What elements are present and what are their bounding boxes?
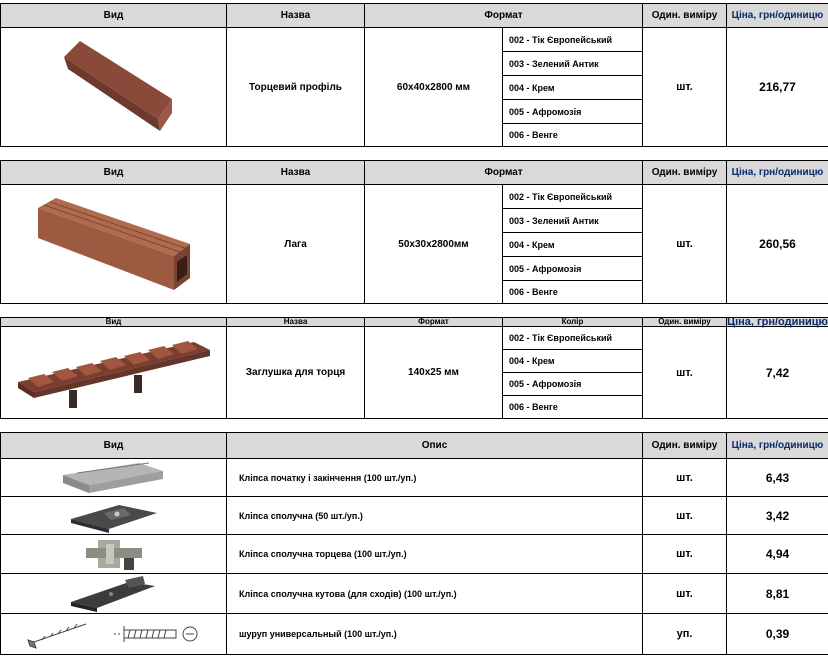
color-option: 004 - Крем [503, 233, 643, 257]
end-cap-image [14, 330, 214, 415]
column-header-price: Ціна, грн/одиницю [727, 433, 828, 459]
column-header-price: Ціна, грн/одиницю [727, 161, 828, 185]
accessory-price: 0,39 [727, 614, 828, 655]
color-option: 003 - Зелений Антик [503, 209, 643, 233]
product-name: Торцевий профіль [227, 28, 365, 147]
joist-image [34, 194, 194, 294]
product-name: Лага [227, 185, 365, 304]
color-option: 005 - Афромозія [503, 257, 643, 281]
color-option: 004 - Крем [503, 350, 643, 373]
joint-clip-image [69, 499, 159, 533]
color-option: 002 - Тік Європейський [503, 185, 643, 209]
accessory-unit: шт. [643, 574, 727, 614]
product-table-2 [0, 160, 828, 304]
accessories-table [0, 432, 828, 655]
product-price: 216,77 [727, 28, 828, 147]
column-header-name: Назва [227, 4, 365, 28]
accessory-image-cell [1, 459, 227, 497]
color-option: 002 - Тік Європейський [503, 327, 643, 350]
column-header-description: Опис [227, 433, 643, 459]
corner-clip-image [69, 576, 159, 612]
color-option: 005 - Афромозія [503, 373, 643, 396]
accessory-price: 3,42 [727, 497, 828, 535]
color-option: 004 - Крем [503, 76, 643, 100]
accessory-description: Кліпса сполучна кутова (для сходів) (100 шт./уп.) [227, 574, 643, 614]
product-image-cell [1, 185, 227, 304]
start-clip-image [59, 461, 169, 495]
product-image-cell [1, 28, 227, 147]
product-unit: шт. [643, 185, 727, 304]
product-format: 50x30x2800мм [365, 185, 503, 304]
accessory-image-cell [1, 497, 227, 535]
column-header-unit: Один. виміру [643, 161, 727, 185]
product-format: 140x25 мм [365, 327, 503, 419]
accessory-unit: уп. [643, 614, 727, 655]
accessory-description: Кліпса сполучна торцева (100 шт./уп.) [227, 535, 643, 574]
column-header-price: Ціна, грн/одиницю [727, 4, 828, 28]
accessory-price: 4,94 [727, 535, 828, 574]
column-header-name: Назва [227, 318, 365, 327]
accessory-unit: шт. [643, 535, 727, 574]
accessory-price: 8,81 [727, 574, 828, 614]
accessory-image-cell [1, 535, 227, 574]
product-table-1 [0, 3, 828, 147]
accessory-price: 6,43 [727, 459, 828, 497]
color-option: 006 - Венге [503, 396, 643, 419]
column-header-unit: Один. виміру [643, 4, 727, 28]
l-profile-image [54, 37, 174, 137]
product-unit: шт. [643, 28, 727, 147]
product-price: 7,42 [727, 327, 828, 419]
column-header-format: Формат [365, 161, 643, 185]
color-option: 003 - Зелений Антик [503, 52, 643, 76]
accessory-unit: шт. [643, 497, 727, 535]
column-header-format: Формат [365, 318, 503, 327]
color-option: 005 - Афромозія [503, 100, 643, 124]
accessory-image-cell [1, 574, 227, 614]
column-header-unit: Один. виміру [643, 433, 727, 459]
product-name: Заглушка для торця [227, 327, 365, 419]
accessory-image-cell [1, 614, 227, 655]
product-image-cell [1, 327, 227, 419]
product-format: 60x40x2800 мм [365, 28, 503, 147]
product-price: 260,56 [727, 185, 828, 304]
end-joint-clip-image [84, 536, 144, 572]
screw-image [24, 616, 204, 652]
accessory-description: Кліпса сполучна (50 шт./уп.) [227, 497, 643, 535]
column-header-view: Вид [1, 4, 227, 28]
product-unit: шт. [643, 327, 727, 419]
column-header-unit: Один. виміру [643, 318, 727, 327]
color-option: 006 - Венге [503, 124, 643, 147]
color-option: 006 - Венге [503, 281, 643, 304]
column-header-view: Вид [1, 161, 227, 185]
accessory-description: шуруп универсальный (100 шт./уп.) [227, 614, 643, 655]
color-option: 002 - Тік Європейський [503, 28, 643, 52]
column-header-view: Вид [1, 318, 227, 327]
accessory-unit: шт. [643, 459, 727, 497]
column-header-format: Формат [365, 4, 643, 28]
accessory-description: Кліпса початку і закінчення (100 шт./уп.) [227, 459, 643, 497]
column-header-name: Назва [227, 161, 365, 185]
product-table-3 [0, 317, 828, 419]
column-header-color: Колір [503, 318, 643, 327]
column-header-view: Вид [1, 433, 227, 459]
column-header-price: Ціна, грн/одиницю [727, 316, 828, 328]
